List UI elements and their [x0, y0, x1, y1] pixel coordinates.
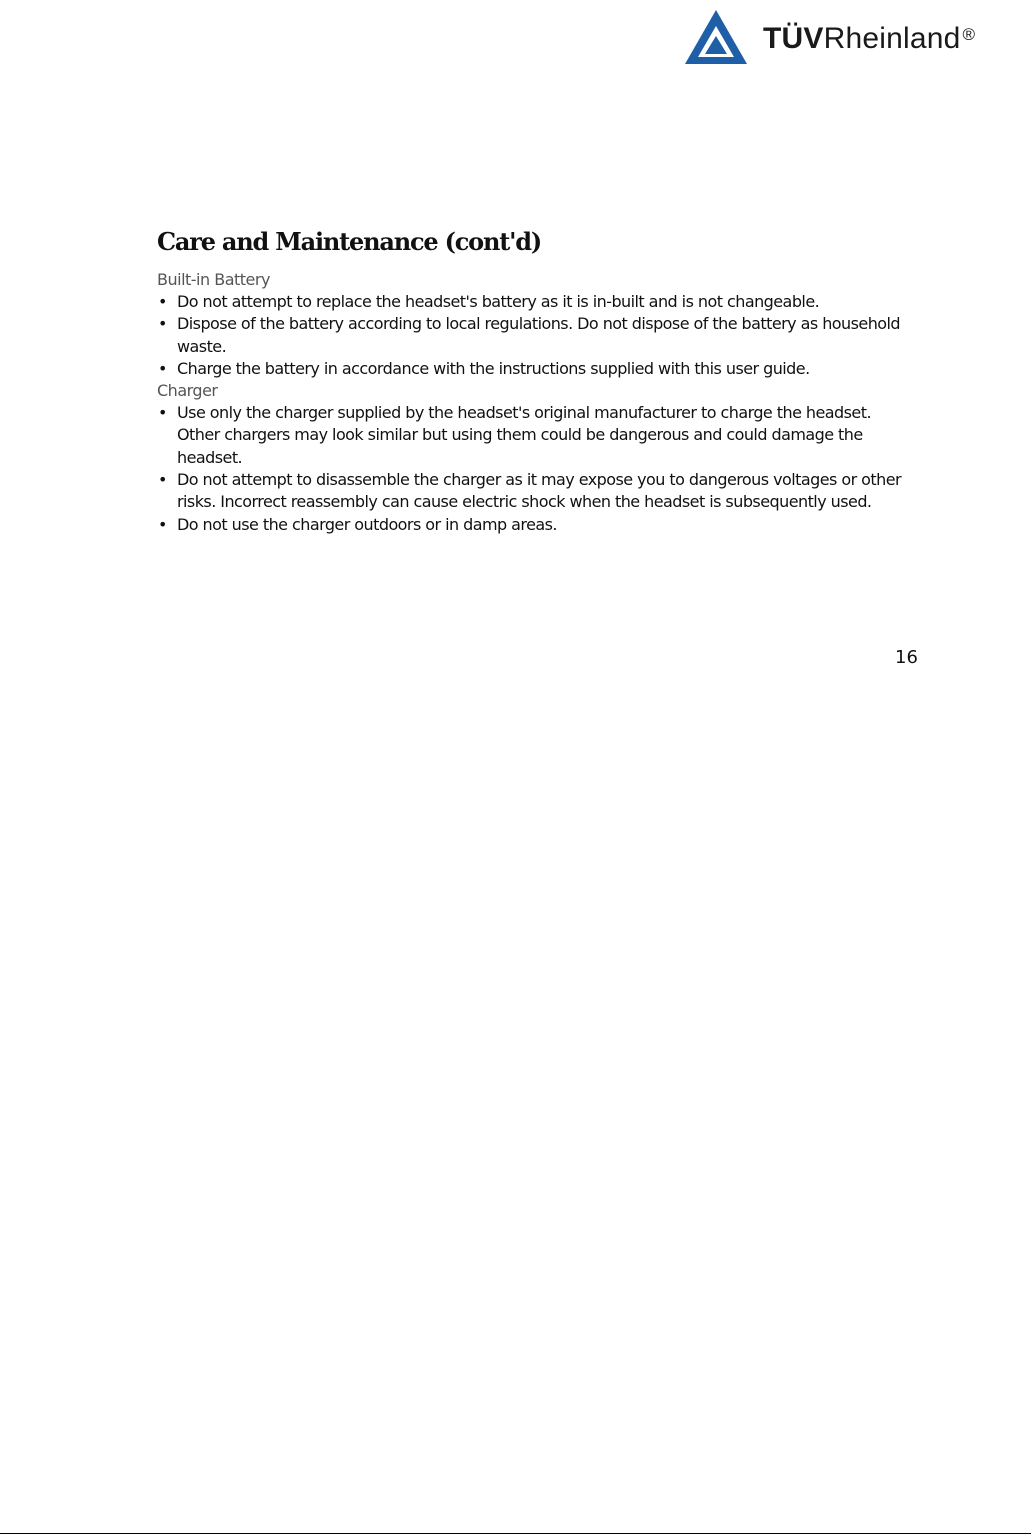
list-item: [157, 291, 917, 313]
list-item: [157, 358, 917, 380]
list-item: [157, 313, 917, 358]
bullet-icon: •: [158, 292, 167, 311]
list-item: [157, 469, 917, 514]
list-item: [157, 402, 917, 469]
list-item-text: Charge the battery in accordance with the instructions supplied with this user guide.: [177, 358, 810, 378]
bullet-icon: •: [158, 470, 167, 490]
list-item-text: Do not use the charger outdoors or in damp areas.: [177, 514, 557, 534]
footer-divider: [0, 1533, 1031, 1534]
bullet-icon: •: [158, 314, 167, 334]
battery-bullet-list: [157, 291, 917, 380]
page-title: Care and Maintenance (cont'd): [157, 227, 541, 256]
bullet-icon: •: [158, 358, 167, 378]
section-charger: [157, 380, 917, 536]
tuv-triangle-icon: [683, 8, 749, 66]
section-title-charger: Charger: [157, 381, 218, 401]
bullet-icon: •: [158, 403, 167, 423]
bullet-icon: •: [158, 514, 167, 534]
logo-brand-strong: TÜV: [763, 22, 824, 55]
list-item-text: Do not attempt to disassemble the charger as it may expose you to dangerous voltages or other risks. Incorrect reassembly can cause electric shock when the headset is subsequently used.: [177, 470, 902, 512]
registered-mark: ®: [962, 25, 976, 44]
page-number: 16: [895, 647, 918, 668]
logo-wordmark: [763, 22, 975, 56]
list-item-text: Dispose of the battery according to local regulations. Do not dispose of the battery as household waste.: [177, 314, 901, 356]
list-item-text: Do not attempt to replace the headset's battery as it is in-built and is not changeable.: [177, 292, 820, 311]
document-body: [157, 226, 917, 536]
charger-bullet-list: [157, 402, 917, 536]
logo-brand-regular: Rheinland: [823, 22, 961, 55]
list-item-text: Use only the charger supplied by the headset's original manufacturer to charge the headset. Other chargers may look similar but using them could be dangerous and could damage the headset.: [177, 403, 871, 467]
list-item: [157, 514, 917, 536]
section-title-battery: Built-in Battery: [157, 270, 270, 289]
tuv-rheinland-logo: [683, 8, 1013, 68]
section-built-in-battery: [157, 269, 917, 380]
